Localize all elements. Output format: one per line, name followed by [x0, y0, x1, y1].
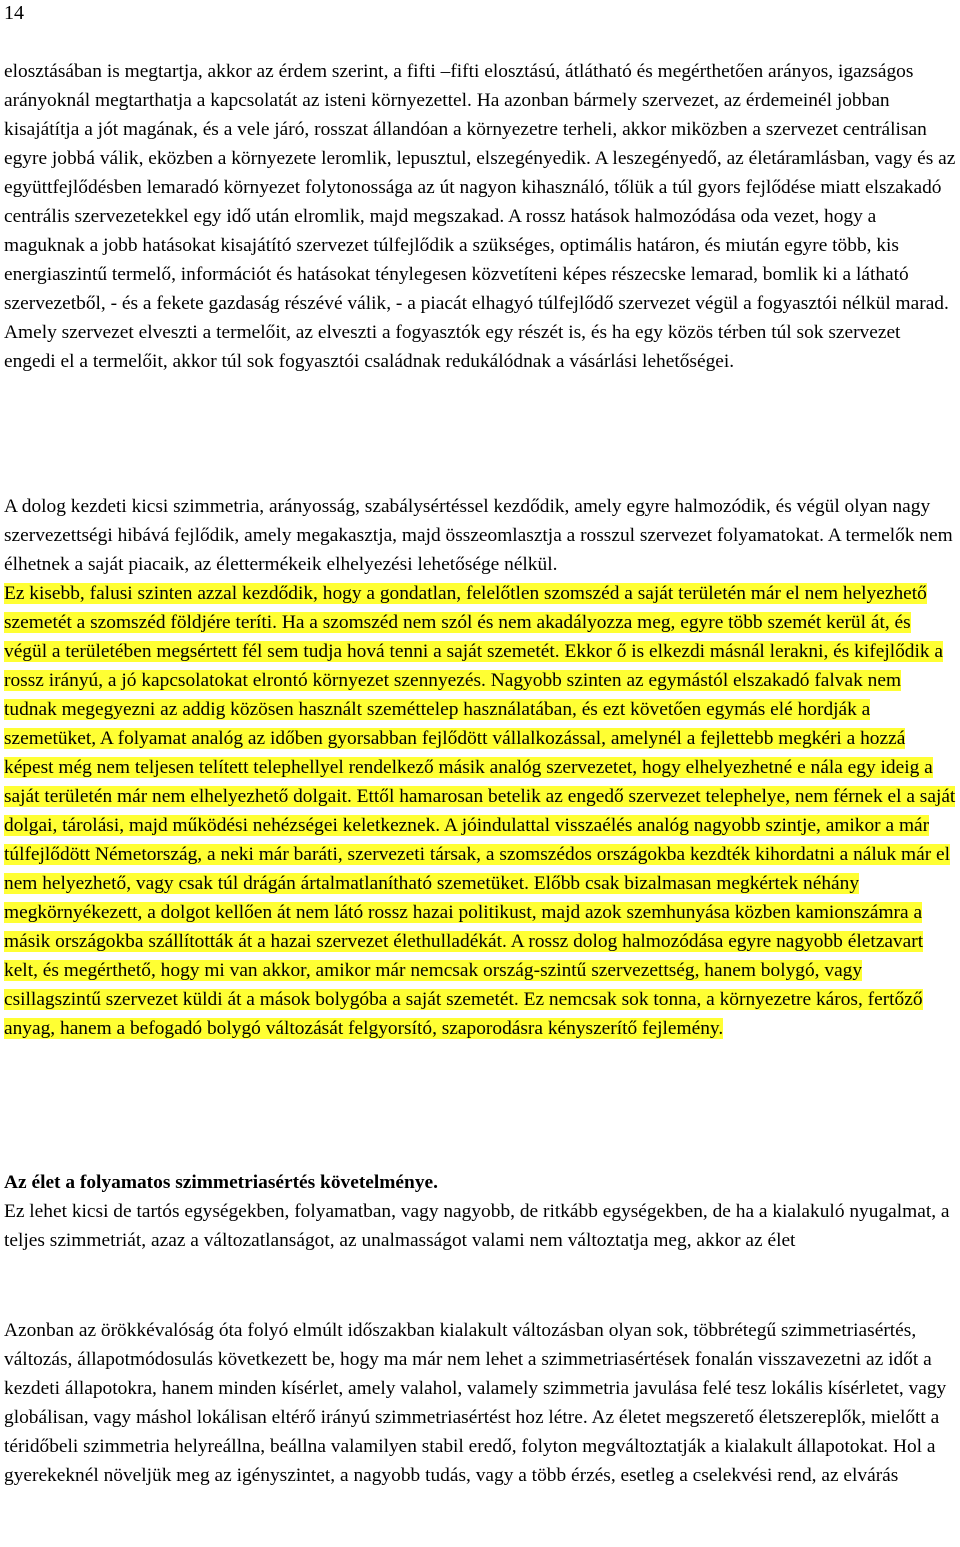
page-number: 14: [4, 2, 24, 24]
section-heading: Az élet a folyamatos szimmetriasértés követelménye.: [4, 1172, 438, 1193]
paragraph-4: Azonban az örökkévalóság óta folyó elmúlt időszakban kialakult változásban olyan sok, többrétegű szimmetriasértés, változás, állapotmódosulás következett be, hogy ma már nem lehet a szimmetriasértések fonalán visszavezetni az időt a kezdeti állapotokra, hanem minden kísérlet, amely valahol, valamely szimmetria javulása felé tesz lokális kísérletet, vagy globálisan, vagy máshol lokálisan eltérő irányú szimmetriasértést hoz létre. Az életet megszerető életszereplők, mielőtt a téridőbeli szimmetria helyreállna, beállna valamilyen stabil eredő, folyton megváltoztatják a kialakult állapotokat. Hol a gyerekeknél növeljük meg az igényszintet, a nagyobb tudás, vagy a több érzés, esetleg a cselekvési rend, az elvárás: [4, 1320, 947, 1486]
section: [4, 1168, 956, 1255]
paragraph-3: Ez lehet kicsi de tartós egységekben, folyamatban, vagy nagyobb, de ritkább egységekben, de ha a kialakuló nyugalmat, a teljes szimmetriát, azaz a változatlanságot, az unalmasságot valami nem változtatja meg, akkor az élet: [4, 1201, 950, 1251]
paragraph-1: elosztásában is megtartja, akkor az érdem szerint, a fifti –fifti elosztású, átlátható és megérthetően arányos, igazságos arányoknál megtarthatja a kapcsolatát az isteni környezettel. Ha azonban bármely szervezet, az érdemeinél jobban kisajátítja a jót magának, és a vele járó, rosszat állandóan a környezetre terheli, akkor miközben a szervezet centrálisan egyre jobbá válik, eközben a környezete leromlik, lepusztul, elszegényedik. A leszegényedő, az életáramlásban, vagy és az együttfejlődésben lemaradó környezet folytonossága az út nagyon kihasználó, tőlük a túl gyors fejlődése miatt elszakadó centrális szervezetekkel egy idő után elromlik, majd megszakad. A rossz hatások halmozódása oda vezet, hogy a maguknak a jobb hatásokat kisajátító szervezet túlfejlődik a szükséges, optimális határon, és miután egyre több, kis energiaszintű termelő, információt és hatásokat ténylegesen közvetíteni képes részecske lemarad, bomlik ki a látható szervezetből, - és a fekete gazdaság részévé válik, - a piacát elhagyó túlfejlődő szervezet végül a fogyasztói nélkül marad. Amely szervezet elveszti a termelőit, az elveszti a fogyasztók egy részét is, és ha egy közös térben túl sok szervezet engedi el a termelőit, akkor túl sok fogyasztói családnak redukálódnak a vásárlási lehetőségei.: [4, 61, 956, 372]
paragraph-2: [4, 492, 956, 1043]
highlighted-passage: Ez kisebb, falusi szinten azzal kezdődik, hogy a gondatlan, felelőtlen szomszéd a saját területén már el nem helyezhető szemetét a szomszéd földjére teríti. Ha a szomszéd nem szól és nem akadályozza meg, egyre több szemét kerül át, és végül a területében megsértett fél sem tudja hová tenni a saját szemetét. Ekkor ő is elkezdi másnál lerakni, és kifejlődik a rossz irányú, a jó kapcsolatokat elrontó környezet szennyezés. Nagyobb szinten az egymástól elszakadó falvak nem tudnak megegyezni az addig közösen használt szeméttelep használatában, és ezt követően egymás elé hordják a szemetüket, A folyamat analóg az időben gyorsabban fejlődött vállalkozással, amelynél a fejlettebb megkéri a hozzá képest még nem teljesen telített telephellyel rendelkező másik analóg szervezetet, hogy elhelyezhetné e nála egy ideig a saját területén már nem elhelyezhető dolgait. Ettől hamarosan betelik az engedő szervezet telephelye, nem férnek el a saját dolgai, tárolási, majd működési nehézségei keletkeznek. A jóindulattal visszaélés analóg nagyobb szintje, amikor a már túlfejlődött Németország, a neki már baráti, szervezeti társak, a szomszédos országokba kezdték kihordatni a náluk már el nem helyezhető, vagy csak túl drágán ártalmatlanítható szemetüket. Előbb csak bizalmasan megkértek néhány megkörnyékezett, a dolgot kellően át nem látó rossz hazai politikust, majd azok szemhunyása közben kamionszámra a másik országokba szállították át a hazai szervezet élethulladékát. A rossz dolog halmozódása egyre nagyobb életzavart kelt, és megérthető, hogy mi van akkor, amikor már nemcsak ország-szintű szervezettség, hanem bolygó, vagy csillagszintű szervezet küldi át a mások bolygóba a saját szemetét. Ez nemcsak sok tonna, a környezetre káros, fertőző anyag, hanem a befogadó bolygó változását felgyorsító, szaporodásra kényszerítő fejlemény.: [4, 583, 956, 1039]
paragraph-2-plain-text: A dolog kezdeti kicsi szimmetria, arányosság, szabálysértéssel kezdődik, amely egyre halmozódik, és végül olyan nagy szervezettségi hibává fejlődik, amely megakasztja, majd összeomlasztja a rosszul szervezet folyamatokat. A termelők nem élhetnek a saját piacaik, az élettermékeik elhelyezési lehetősége nélkül.: [4, 496, 953, 575]
